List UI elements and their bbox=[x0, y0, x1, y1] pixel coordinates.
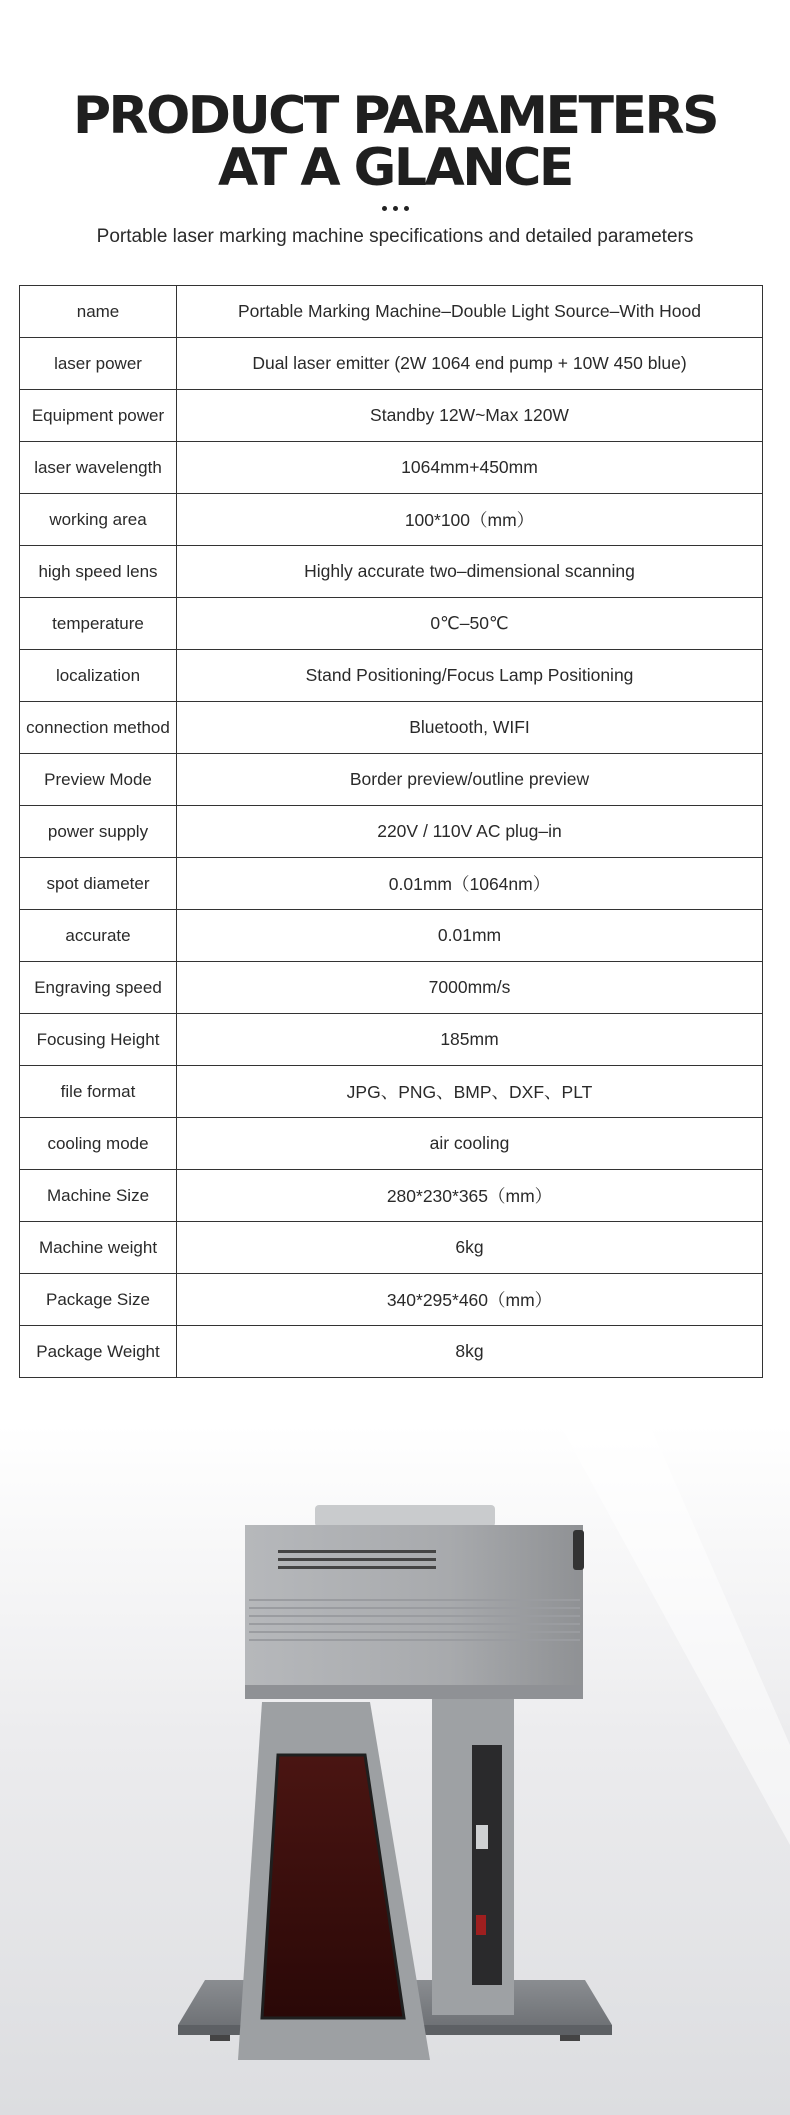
table-row bbox=[20, 338, 763, 390]
parameter-value: Standby 12W~Max 120W bbox=[177, 390, 763, 442]
parameter-value: 1064mm+450mm bbox=[177, 442, 763, 494]
parameter-value: Stand Positioning/Focus Lamp Positioning bbox=[177, 650, 763, 702]
parameter-label: temperature bbox=[20, 598, 177, 650]
parameter-value: Dual laser emitter (2W 1064 end pump + 10W 450 blue) bbox=[177, 338, 763, 390]
table-row bbox=[20, 390, 763, 442]
parameter-value: 220V / 110V AC plug–in bbox=[177, 806, 763, 858]
parameter-label: file format bbox=[20, 1066, 177, 1118]
handle bbox=[315, 1505, 495, 1527]
column-red-knob bbox=[476, 1915, 486, 1935]
table-row bbox=[20, 702, 763, 754]
page-subtitle: Portable laser marking machine specifications and detailed parameters bbox=[96, 226, 694, 247]
separator-dots-icon bbox=[0, 206, 790, 214]
parameter-value: Highly accurate two–dimensional scanning bbox=[177, 546, 763, 598]
table-row bbox=[20, 442, 763, 494]
table-row bbox=[20, 962, 763, 1014]
parameter-value: 6kg bbox=[177, 1222, 763, 1274]
parameter-value: 8kg bbox=[177, 1326, 763, 1378]
parameter-label: power supply bbox=[20, 806, 177, 858]
table-row bbox=[20, 858, 763, 910]
parameter-value: 185mm bbox=[177, 1014, 763, 1066]
parameter-value: 0℃–50℃ bbox=[177, 598, 763, 650]
table-row bbox=[20, 546, 763, 598]
parameter-value: 100*100（mm） bbox=[177, 494, 763, 546]
product-photo bbox=[0, 1425, 790, 2115]
parameter-label: name bbox=[20, 286, 177, 338]
parameter-label: Machine weight bbox=[20, 1222, 177, 1274]
parameter-label: localization bbox=[20, 650, 177, 702]
parameter-label: laser power bbox=[20, 338, 177, 390]
table-row bbox=[20, 1274, 763, 1326]
parameter-label: Package Weight bbox=[20, 1326, 177, 1378]
parameter-label: working area bbox=[20, 494, 177, 546]
parameter-value: 7000mm/s bbox=[177, 962, 763, 1014]
parameter-value: 0.01mm（1064nm） bbox=[177, 858, 763, 910]
parameters-table bbox=[19, 285, 763, 1378]
parameter-label: Preview Mode bbox=[20, 754, 177, 806]
table-row bbox=[20, 806, 763, 858]
table-row bbox=[20, 754, 763, 806]
parameter-label: Equipment power bbox=[20, 390, 177, 442]
parameter-label: Focusing Height bbox=[20, 1014, 177, 1066]
parameters-table-body bbox=[20, 286, 763, 1378]
parameter-label: Engraving speed bbox=[20, 962, 177, 1014]
parameter-label: Machine Size bbox=[20, 1170, 177, 1222]
parameter-value: 280*230*365（mm） bbox=[177, 1170, 763, 1222]
parameter-value: Border preview/outline preview bbox=[177, 754, 763, 806]
parameter-value: air cooling bbox=[177, 1118, 763, 1170]
parameter-value: 0.01mm bbox=[177, 910, 763, 962]
parameter-value: 340*295*460（mm） bbox=[177, 1274, 763, 1326]
laser-head-bottom bbox=[245, 1685, 583, 1699]
parameter-label: accurate bbox=[20, 910, 177, 962]
table-row bbox=[20, 1326, 763, 1378]
parameter-label: spot diameter bbox=[20, 858, 177, 910]
table-row bbox=[20, 650, 763, 702]
table-row bbox=[20, 1222, 763, 1274]
table-row bbox=[20, 1066, 763, 1118]
parameter-label: connection method bbox=[20, 702, 177, 754]
table-row bbox=[20, 598, 763, 650]
table-row bbox=[20, 1170, 763, 1222]
side-knob bbox=[573, 1530, 584, 1570]
column-slider bbox=[476, 1825, 488, 1849]
parameter-label: high speed lens bbox=[20, 546, 177, 598]
vent-icon bbox=[278, 1550, 436, 1569]
column-rail bbox=[472, 1745, 502, 1985]
dot bbox=[382, 206, 387, 211]
table-row bbox=[20, 1118, 763, 1170]
table-row bbox=[20, 286, 763, 338]
table-row bbox=[20, 1014, 763, 1066]
parameter-label: Package Size bbox=[20, 1274, 177, 1326]
table-row bbox=[20, 494, 763, 546]
page-title: PRODUCT PARAMETERS AT A GLANCE bbox=[72, 86, 718, 198]
parameter-value: Bluetooth, WIFI bbox=[177, 702, 763, 754]
header bbox=[0, 86, 790, 248]
foot bbox=[560, 2035, 580, 2041]
parameter-value: JPG、PNG、BMP、DXF、PLT bbox=[177, 1066, 763, 1118]
parameter-label: cooling mode bbox=[20, 1118, 177, 1170]
foot bbox=[210, 2035, 230, 2041]
dot bbox=[404, 206, 409, 211]
parameter-label: laser wavelength bbox=[20, 442, 177, 494]
dot bbox=[393, 206, 398, 211]
parameter-value: Portable Marking Machine–Double Light Source–With Hood bbox=[177, 286, 763, 338]
table-row bbox=[20, 910, 763, 962]
